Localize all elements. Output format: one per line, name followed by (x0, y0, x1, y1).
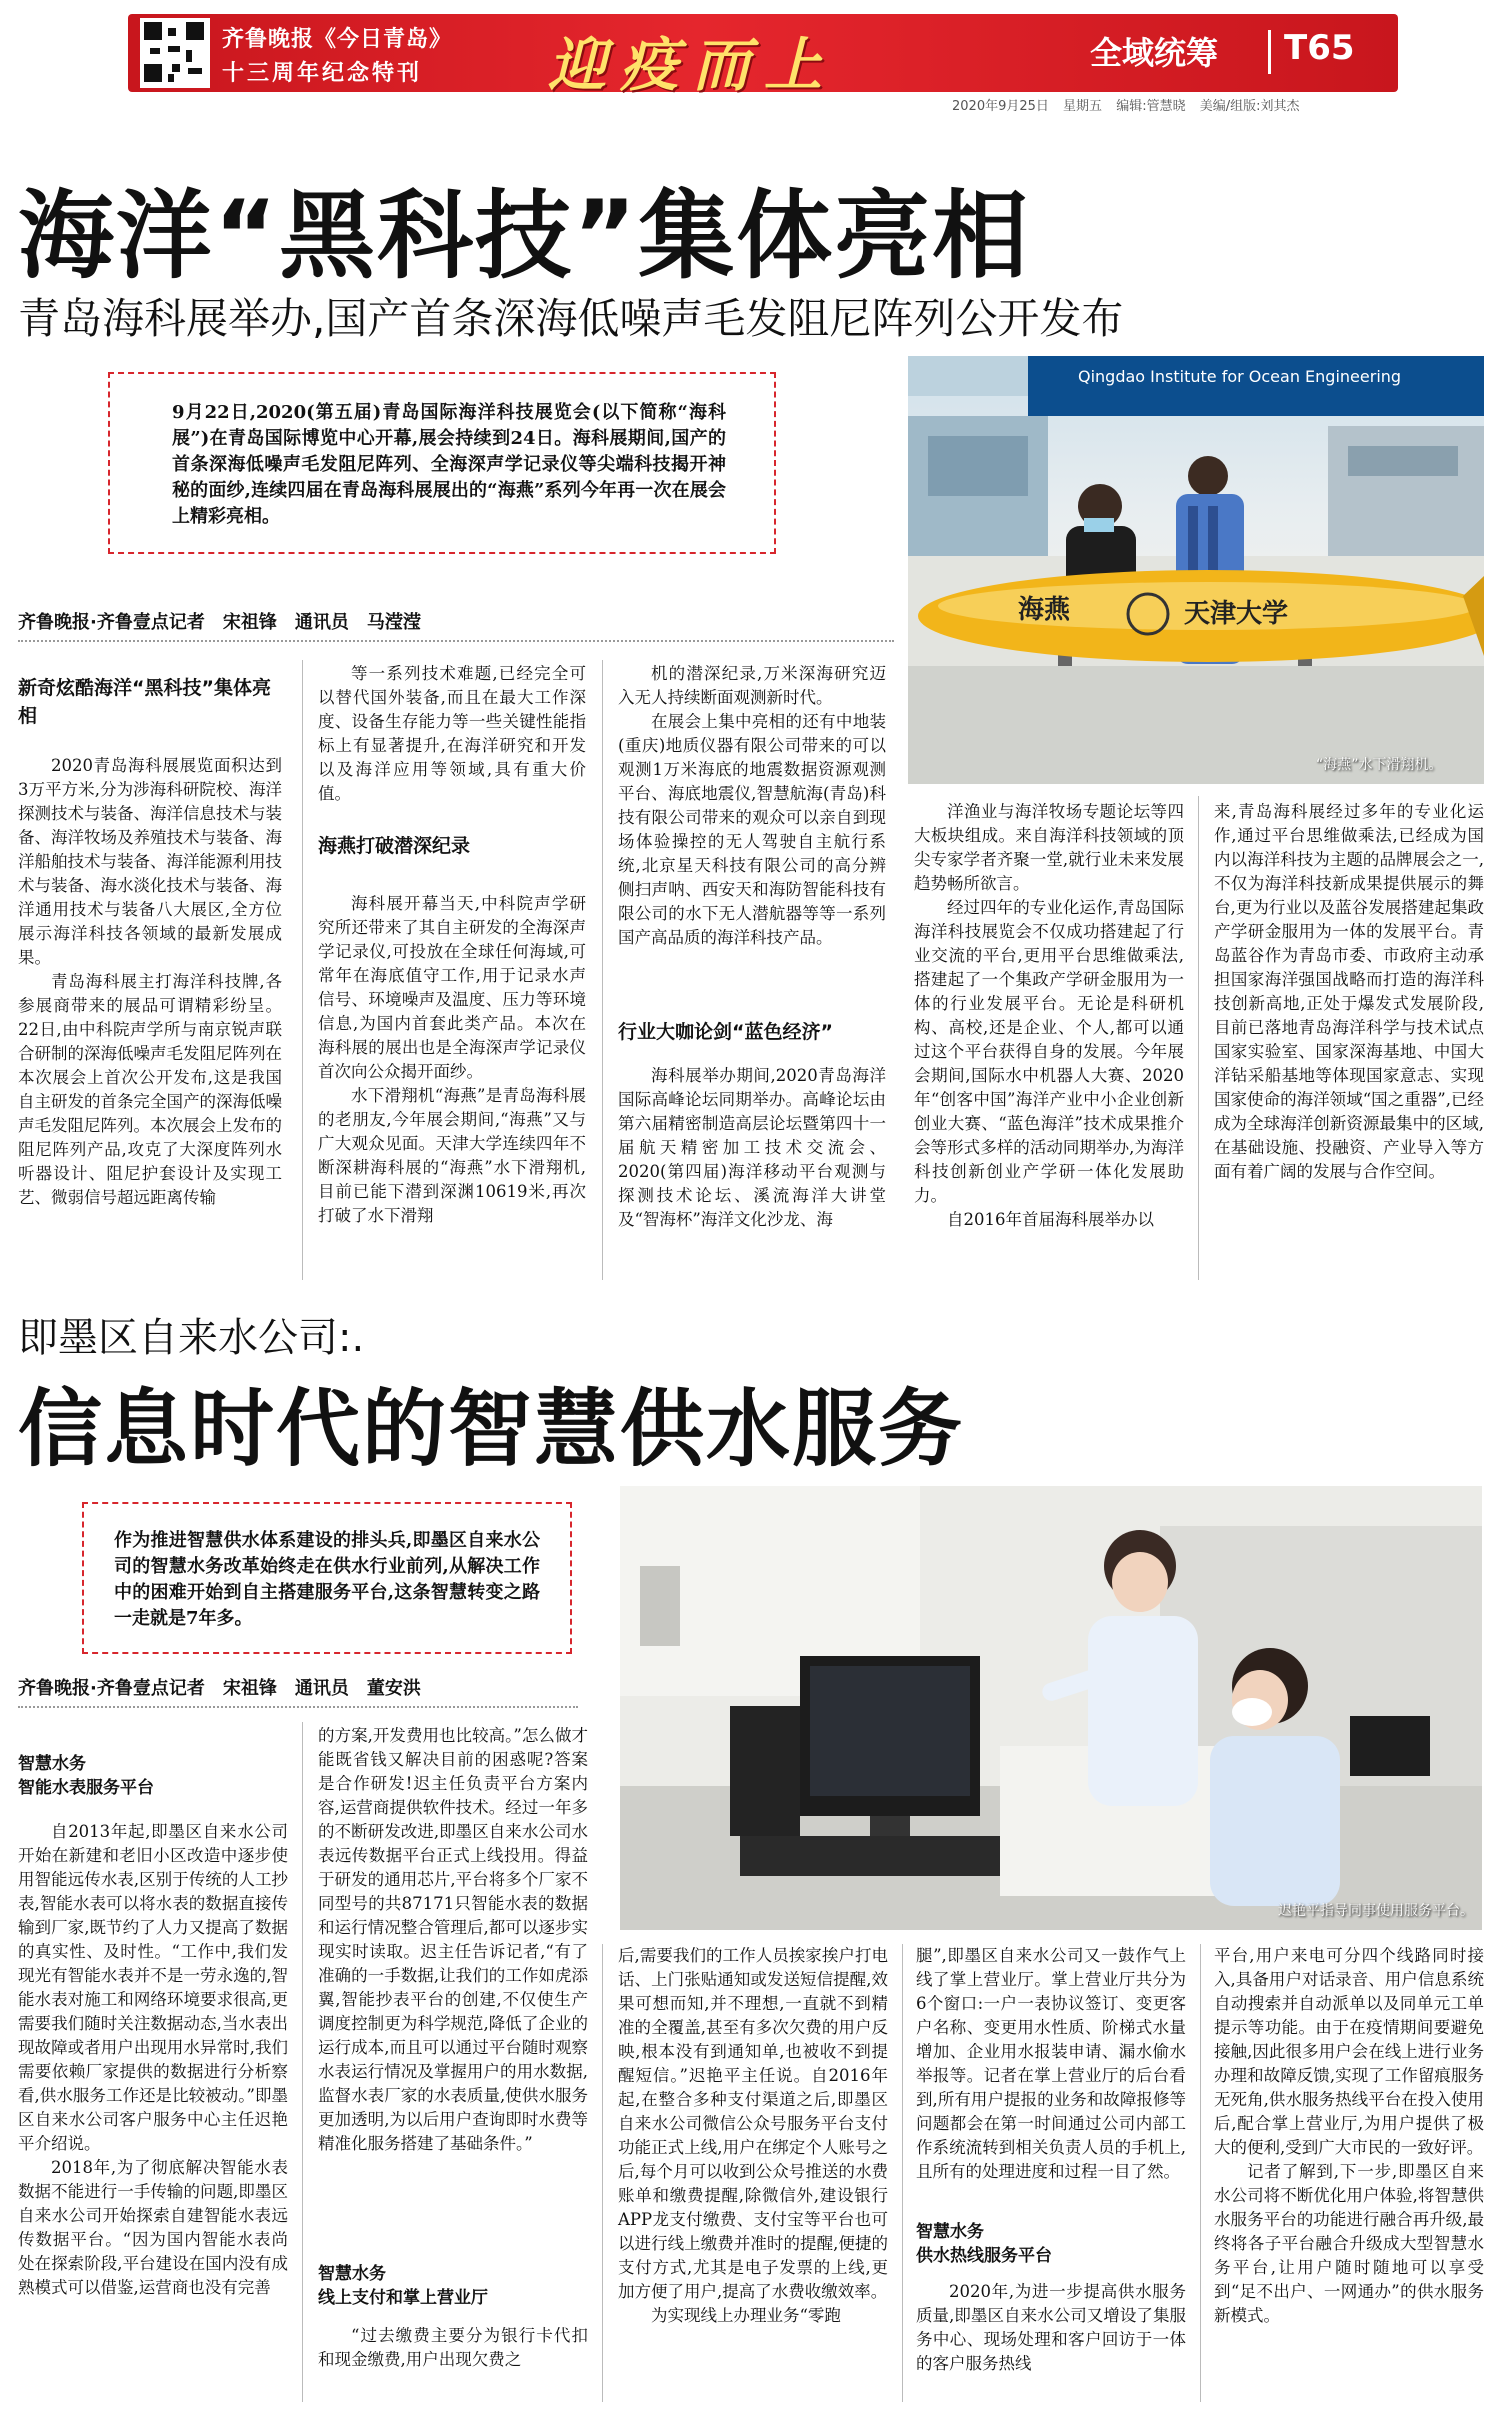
column-divider (602, 1944, 603, 2402)
paragraph: 平台,用户来电可分四个线路同时接入,具备用户对话录音、用户信息系统自动搜索并自动派单以及同单元工单提示等功能。由于在疫情期间要避免接触,因此很多用户会在线上进行业务办理和故障反馈,实现了工作留痕服务无死角,供水服务热线平台在投入使用后,配合掌上营业厅,为用户提供了极大的便利,受到广大市民的一致好评。 (1214, 1946, 1484, 2157)
masthead-divider (1268, 30, 1271, 74)
paragraph: 2020年,为进一步提高供水服务质量,即墨区自来水公司又增设了集服务中心、现场处理和客户回访于一体的客户服务热线 (916, 2282, 1186, 2373)
article2-col2b (318, 2324, 588, 2372)
slogan: 迎疫而上 (548, 31, 837, 99)
article2-subhead-3 (916, 2220, 1186, 2268)
glider-label: 海燕 (1018, 595, 1071, 625)
paragraph: 记者了解到,下一步,即墨区自来水公司将不断优化用户体验,将智慧供水服务平台的功能进行融合再升级,最终将各子平台融合升级成大型智慧水务平台,让用户随时随地可以享受到“足不出户、一网通办”的供水服务新模式。 (1214, 2162, 1484, 2325)
article2-byline-rule (18, 1706, 578, 1708)
article1-byline-rule (18, 640, 894, 642)
designer-credit: 美编/组版:刘其杰 (1199, 99, 1300, 114)
article2-photo-caption: 迟艳平指导同事使用服务平台。 (1278, 1903, 1474, 1919)
paper-name: 齐鲁晚报《今日青岛》 (222, 27, 453, 52)
paragraph: 等一系列技术难题,已经完全可以替代国外装备,而且在最大工作深度、设备生存能力等一些关键性能指标上有显著提升,在海洋研究和开发以及海洋应用等领域,具有重大价值。 (318, 664, 586, 803)
article2-col3 (618, 1944, 888, 2328)
column-divider (302, 1722, 303, 2402)
article2-photo (620, 1486, 1482, 1930)
subhead-kicker: 智慧水务 (318, 2264, 386, 2284)
article2-col1 (18, 1820, 288, 2300)
article2-col4b (916, 2280, 1186, 2376)
issue-date: 2020年9月25日 (952, 99, 1049, 114)
anniversary-label: 十三周年纪念特刊 (222, 61, 423, 86)
article1-col3 (618, 662, 886, 950)
article2-subhead-2 (318, 2262, 588, 2310)
column-divider (602, 660, 603, 1280)
article2-byline: 齐鲁晚报·齐鲁壹点记者 宋祖锋 通讯员 董安洪 (18, 1678, 421, 1699)
subhead-title: 智能水表服务平台 (18, 1778, 154, 1798)
article2-lead: 作为推进智慧供水体系建设的排头兵,即墨区自来水公司的智慧水务改革始终走在供水行业前列,从解决工作中的困难开始到自主搭建服务平台,这条智慧转变之路一走就是7年多。 (82, 1502, 572, 1654)
paragraph: 水下滑翔机“海燕”是青岛海科展的老朋友,今年展会期间,“海燕”又与广大观众见面。天津大学连续四年不断深耕海科展的“海燕”水下滑翔机,目前已能下潜到深渊10619米,再次打破了水下滑翔 (318, 1086, 586, 1225)
booth-sign: Qingdao Institute for Ocean Engineering (1078, 367, 1402, 386)
article1-subhead-2: 海燕打破潜深纪录 (318, 835, 471, 857)
article1-photo-caption: “海燕”水下滑翔机。 (1316, 757, 1443, 773)
paragraph: 来,青岛海科展经过多年的专业化运作,通过平台思维做乘法,已经成为国内以海洋科技为主题的品牌展会之一,不仅为海洋科技新成果提供展示的舞台,更为行业以及蓝谷发展搭建起集政产学研金服用为一体的发展平台。青岛蓝谷作为青岛市委、市政府主动承担国家海洋强国战略而打造的海洋科技创新高地,正处于爆发式发展阶段,目前已落地青岛海洋科学与技术试点国家实验室、国家深海基地、中国大洋钻采船基地等体现国家意志、实现国家使命的海洋领域“国之重器”,已经成为全球海洋创新资源最集中的区域,在基础设施、投融资、产业导入等方面有着广阔的发展与合作空间。 (1214, 802, 1484, 1181)
paragraph: 海科展举办期间,2020青岛海洋国际高峰论坛同期举办。高峰论坛由第六届精密制造高层论坛暨第四十一届航天精密加工技术交流会、2020(第四届)海洋移动平台观测与探测技术论坛、溪流海洋大讲堂及“智海杯”海洋文化沙龙、海 (618, 1066, 886, 1229)
article2-col5 (1214, 1944, 1484, 2328)
subhead-kicker: 智慧水务 (18, 1754, 86, 1774)
office-photo-illustration (620, 1486, 1482, 1930)
paragraph: 后,需要我们的工作人员挨家挨户打电话、上门张贴通知或发送短信提醒,效果可想而知,并不理想,一直就不到精准的全覆盖,甚至有多次欠费的用户反映,根本没有到通知单,也被收不到提醒短信。”迟艳平主任说。自2016年起,在整合多种支付渠道之后,即墨区自来水公司微信公众号服务平台支付功能正式上线,用户在绑定个人账号之后,每个月可以收到公众号推送的水费账单和缴费提醒,除微信外,建设银行APP龙支付缴费、支付宝等平台也可以进行线上缴费并准时的提醒,便捷的支付方式,尤其是电子发票的上线,更加方便了用户,提高了水费收缴效率。 (618, 1946, 888, 2301)
paragraph: 自2016年首届海科展举办以 (947, 1210, 1154, 1229)
article1-byline: 齐鲁晚报·齐鲁壹点记者 宋祖锋 通讯员 马滢滢 (18, 612, 421, 633)
paragraph: “过去缴费主要分为银行卡代扣和现金缴费,用户出现欠费之 (318, 2326, 588, 2369)
article1-col3b (618, 1064, 886, 1232)
article1-subhead-1: 新奇炫酷海洋“黑科技”集体亮相 (18, 677, 271, 727)
dateline (952, 95, 1310, 114)
article1-subhead-3: 行业大咖论剑“蓝色经济” (618, 1021, 833, 1043)
subhead-title: 线上支付和掌上营业厅 (318, 2288, 488, 2308)
qr-code-icon (140, 18, 210, 88)
subhead-kicker: 智慧水务 (916, 2222, 984, 2242)
article1-subheadline: 青岛海科展举办,国产首条深海低噪声毛发阻尼阵列公开发布 (18, 294, 1124, 343)
column-divider (902, 1944, 903, 2402)
article1-col2 (318, 662, 586, 806)
glider-school-label: 天津大学 (1184, 599, 1289, 629)
article1-lead: 9月22日,2020(第五届)青岛国际海洋科技展览会(以下简称“海科展”)在青岛国际博览中心开幕,展会持续到24日。海科展期间,国产的首条深海低噪声毛发阻尼阵列、全海深声学记录仪等尖端科技揭开神秘的面纱,连续四届在青岛海科展展出的“海燕”系列今年再一次在展会上精彩亮相。 (108, 372, 776, 554)
subhead-title: 供水热线服务平台 (916, 2246, 1052, 2266)
page-number: T65 (1284, 28, 1355, 68)
column-divider (302, 660, 303, 1280)
paragraph: 机的潜深纪录,万米深海研究迈入无人持续断面观测新时代。 (618, 664, 886, 707)
article2-headline: 信息时代的智慧供水服务 (18, 1380, 965, 1478)
paragraph: 腿”,即墨区自来水公司又一鼓作气上线了掌上营业厅。掌上营业厅共分为6个窗口:一户一表协议签订、变更客户名称、变更用水性质、阶梯式水量增加、企业用水报装申请、漏水偷水举报等。记者在掌上营业厅的后台看到,所有用户提报的业务和故障报修等问题都会在第一时间通过公司内部工作系统流转到相关负责人员的手机上,且所有的处理进度和过程一目了然。 (916, 1946, 1186, 2181)
article1-col5 (1214, 800, 1484, 1184)
article1-col1 (18, 754, 282, 1210)
article2-subhead-1 (18, 1752, 288, 1800)
article2-col2 (318, 1724, 588, 2156)
paragraph: 在展会上集中亮相的还有中地装(重庆)地质仪器有限公司带来的可以观测1万米海底的地震数据资源观测平台、海底地震仪,智慧航海(青岛)科技有限公司带来的观众可以亲自到现场体验操控的无人驾驶自主航行系统,北京星天科技有限公司的高分辨侧扫声呐、西安天和海防智能科技有限公司的水下无人潜航器等等一系列国产高品质的海洋科技产品。 (618, 712, 886, 947)
paragraph: 为实现线上办理业务“零跑 (651, 2306, 841, 2325)
article2-pre-headline: 即墨区自来水公司:. (18, 1315, 365, 1361)
glider-photo-illustration (908, 356, 1484, 784)
section-name: 全域统筹 (1090, 34, 1219, 72)
column-divider (1200, 1944, 1201, 2402)
column-divider (1198, 796, 1199, 1280)
paragraph: 的方案,开发费用也比较高。”怎么做才能既省钱又解决目前的困惑呢?答案是合作研发!迟主任负责平台方案内容,运营商提供软件技术。经过一年多的不断研发改进,即墨区自来水公司水表远传数据平台正式上线投用。得益于研发的通用芯片,平台将多个厂家不同型号的共87171只智能水表的数据和运行情况整合管理后,都可以逐步实现实时读取。迟主任告诉记者,“有了准确的一手数据,让我们的工作如虎添翼,智能抄表平台的创建,不仅使生产调度控制更为科学规范,降低了企业的运行成本,而且可以通过平台随时观察水表运行情况及掌握用户的用水数据,监督水表厂家的水表质量,使供水服务更加透明,为以后用户查询即时水费等精准化服务搭建了基础条件。” (318, 1726, 588, 2153)
paragraph: 2018年,为了彻底解决智能水表数据不能进行一手传输的问题,即墨区自来水公司开始探索自建智能水表远传数据平台。“因为国内智能水表尚处在探索阶段,平台建设在国内没有成熟模式可以借鉴,运营商也没有完善 (18, 2158, 288, 2297)
article1-headline: 海洋“黑科技”集体亮相 (18, 180, 1031, 292)
article1-col4 (914, 800, 1184, 1232)
issue-weekday: 星期五 (1063, 99, 1103, 114)
article2-col4 (916, 1944, 1186, 2184)
editor-credit: 编辑:管慧晓 (1116, 99, 1186, 114)
paragraph: 海科展开幕当天,中科院声学研究所还带来了其自主研发的全海深声学记录仪,可投放在全球任何海域,可常年在海底值守工作,用于记录水声信号、环境噪声及温度、压力等环境信息,为国内首套此类产品。本次在海科展的展出也是全海深声学记录仪首次向公众揭开面纱。 (318, 894, 586, 1081)
paragraph: 自2013年起,即墨区自来水公司开始在新建和老旧小区改造中逐步使用智能远传水表,区别于传统的人工抄表,智能水表可以将水表的数据直接传输到厂家,既节约了人力又提高了数据的真实性、及时性。“工作中,我们发现光有智能水表并不是一劳永逸的,智能水表对施工和网络环境要求很高,更需要我们随时关注数据动态,当水表出现故障或者用户出现用水异常时,我们需要依赖厂家提供的数据进行分析察看,供水服务工作还是比较被动。”即墨区自来水公司客户服务中心主任迟艳平介绍说。 (18, 1822, 288, 2153)
masthead-banner (0, 0, 1500, 114)
paragraph: 青岛海科展主打海洋科技牌,各参展商带来的展品可谓精彩纷呈。22日,由中科院声学所与南京锐声联合研制的深海低噪声毛发阻尼阵列在本次展会上首次公开发布,这是我国自主研发的首条完全国产的深海低噪声毛发阻尼阵列。本次展会上发布的阻尼阵列产品,攻克了大深度阵列水听器设计、阻尼护套设计及实现工艺、微弱信号超远距离传输 (18, 972, 282, 1207)
paragraph: 2020青岛海科展展览面积达到3万平方米,分为涉海科研院校、海洋探测技术与装备、海洋信息技术与装备、海洋牧场及养殖技术与装备、海洋船舶技术与装备、海洋能源利用技术与装备、海水淡化技术与装备、海洋通用技术与装备八大展区,全方位展示海洋科技各领域的最新发展成果。 (18, 756, 282, 967)
paragraph: 经过四年的专业化运作,青岛国际海洋科技展览会不仅成功搭建起了行业交流的平台,更用平台思维做乘法,搭建起了一个集政产学研金服用为一体的行业发展平台。无论是科研机构、高校,还是企业、个人,都可以通过这个平台获得自身的发展。今年展会期间,国际水中机器人大赛、2020年“创客中国”海洋产业中小企业创新创业大赛、“蓝色海洋”技术成果推介会等形式多样的活动同期举办,为海洋科技创新创业产学研一体化发展助力。 (914, 898, 1184, 1205)
paragraph: 洋渔业与海洋牧场专题论坛等四大板块组成。来自海洋科技领域的顶尖专家学者齐聚一堂,就行业未来发展趋势畅所欲言。 (914, 802, 1184, 893)
article1-col2b (318, 892, 586, 1228)
article1-photo (908, 356, 1484, 784)
